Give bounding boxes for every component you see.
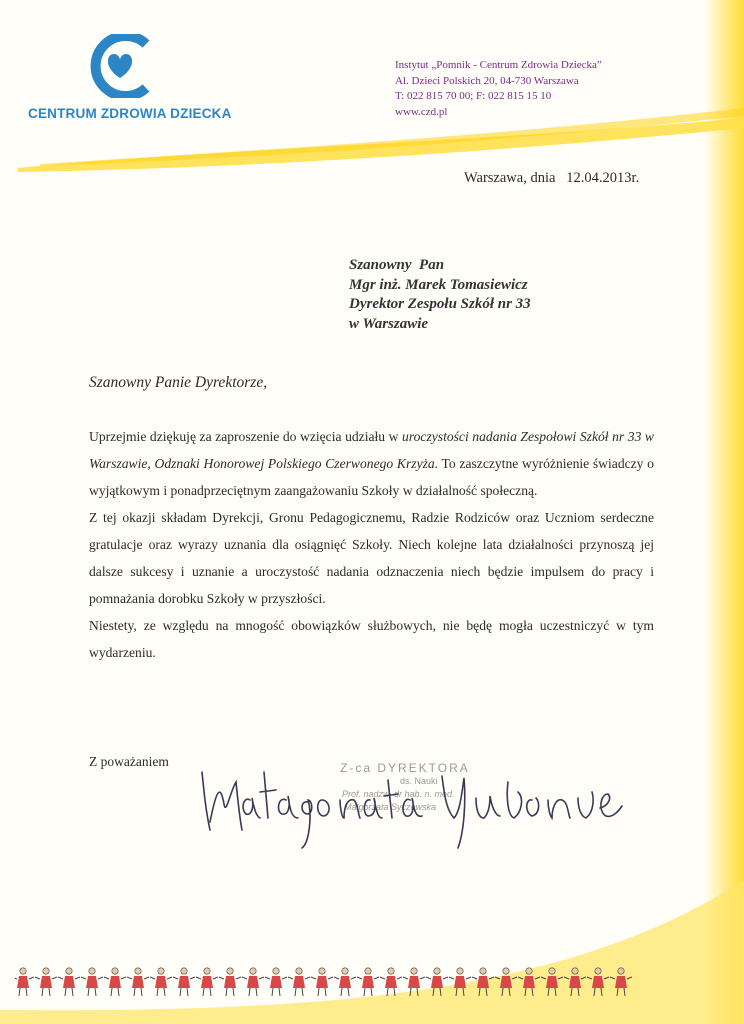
handwritten-signature [192,752,632,852]
heart-c-logo-icon [84,34,156,98]
child-figure-icon [15,968,34,996]
body-text-span: To zaszczytne wyróżnienie świadczy o wyjątkowym i ponadprzeciętnym zaangażowaniu Szkoły w działalność społeczną. [89,456,654,498]
stamp-line: Z-ca DYREKTORA [340,761,470,775]
address-line: T: 022 815 70 00; F: 022 815 15 10 [395,90,552,102]
stamp-line: Prof. nadzw. dr hab. n. med. [342,789,455,799]
recipient-line: Mgr inż. Marek Tomasiewicz [349,276,528,293]
children-figures-decoration [15,966,645,998]
recipient-line: Szanowny Pan [349,257,445,273]
event-name-italic: uroczystości nadania Zespołowi Szkół nr 33 w Warszawie, Odznaki Honorowej Polskiego Czerwonego Krzyża. [89,429,654,471]
address-line: Al. Dzieci Polskich 20, 04-730 Warszawa [395,74,579,87]
website-link: www.czd.pl [395,105,448,118]
recipient-line: w Warszawie [349,315,429,332]
address-line: Instytut „Pomnik - Centrum Zdrowia Dziecka” [395,59,602,71]
letter-body [89,423,654,666]
salutation: Szanowny Panie Dyrektorze, [89,374,268,391]
closing: Z poważaniem [89,754,169,769]
body-text-span: Uprzejmie dziękuję za zaproszenie do wzięcia udziału w [89,429,403,444]
logo-text: CENTRUM ZDROWIA DZIECKA [28,106,232,121]
body-paragraph: Z tej okazji składam Dyrekcji, Gronu Pedagogicznemu, Radzie Rodziców oraz Uczniom serdeczne gratulacje oraz wyrazy uznania dla osiągnięć Szkoły. Niech kolejne lata działalności przynoszą jej dalsze sukcesy i uznanie a uroczystość nadania odznaczenia niech będzie impulsem do pracy i pomnażania dorobku Szkoły w przyszłości. [89,510,654,606]
stamp-line: Małgorzata Syczewska [344,802,437,812]
institute-address [395,58,602,120]
stamp-line: ds. Nauki [400,776,438,786]
recipient-block [349,256,531,334]
letter-date: Warszawa, dnia 12.04.2013r. [464,170,640,186]
body-paragraph [89,423,654,504]
body-paragraph: Niestety, ze względu na mnogość obowiązków służbowych, nie będę mogła uczestniczyć w tym wydarzeniu. [89,618,654,660]
recipient-line: Dyrektor Zespołu Szkół nr 33 [349,296,531,312]
